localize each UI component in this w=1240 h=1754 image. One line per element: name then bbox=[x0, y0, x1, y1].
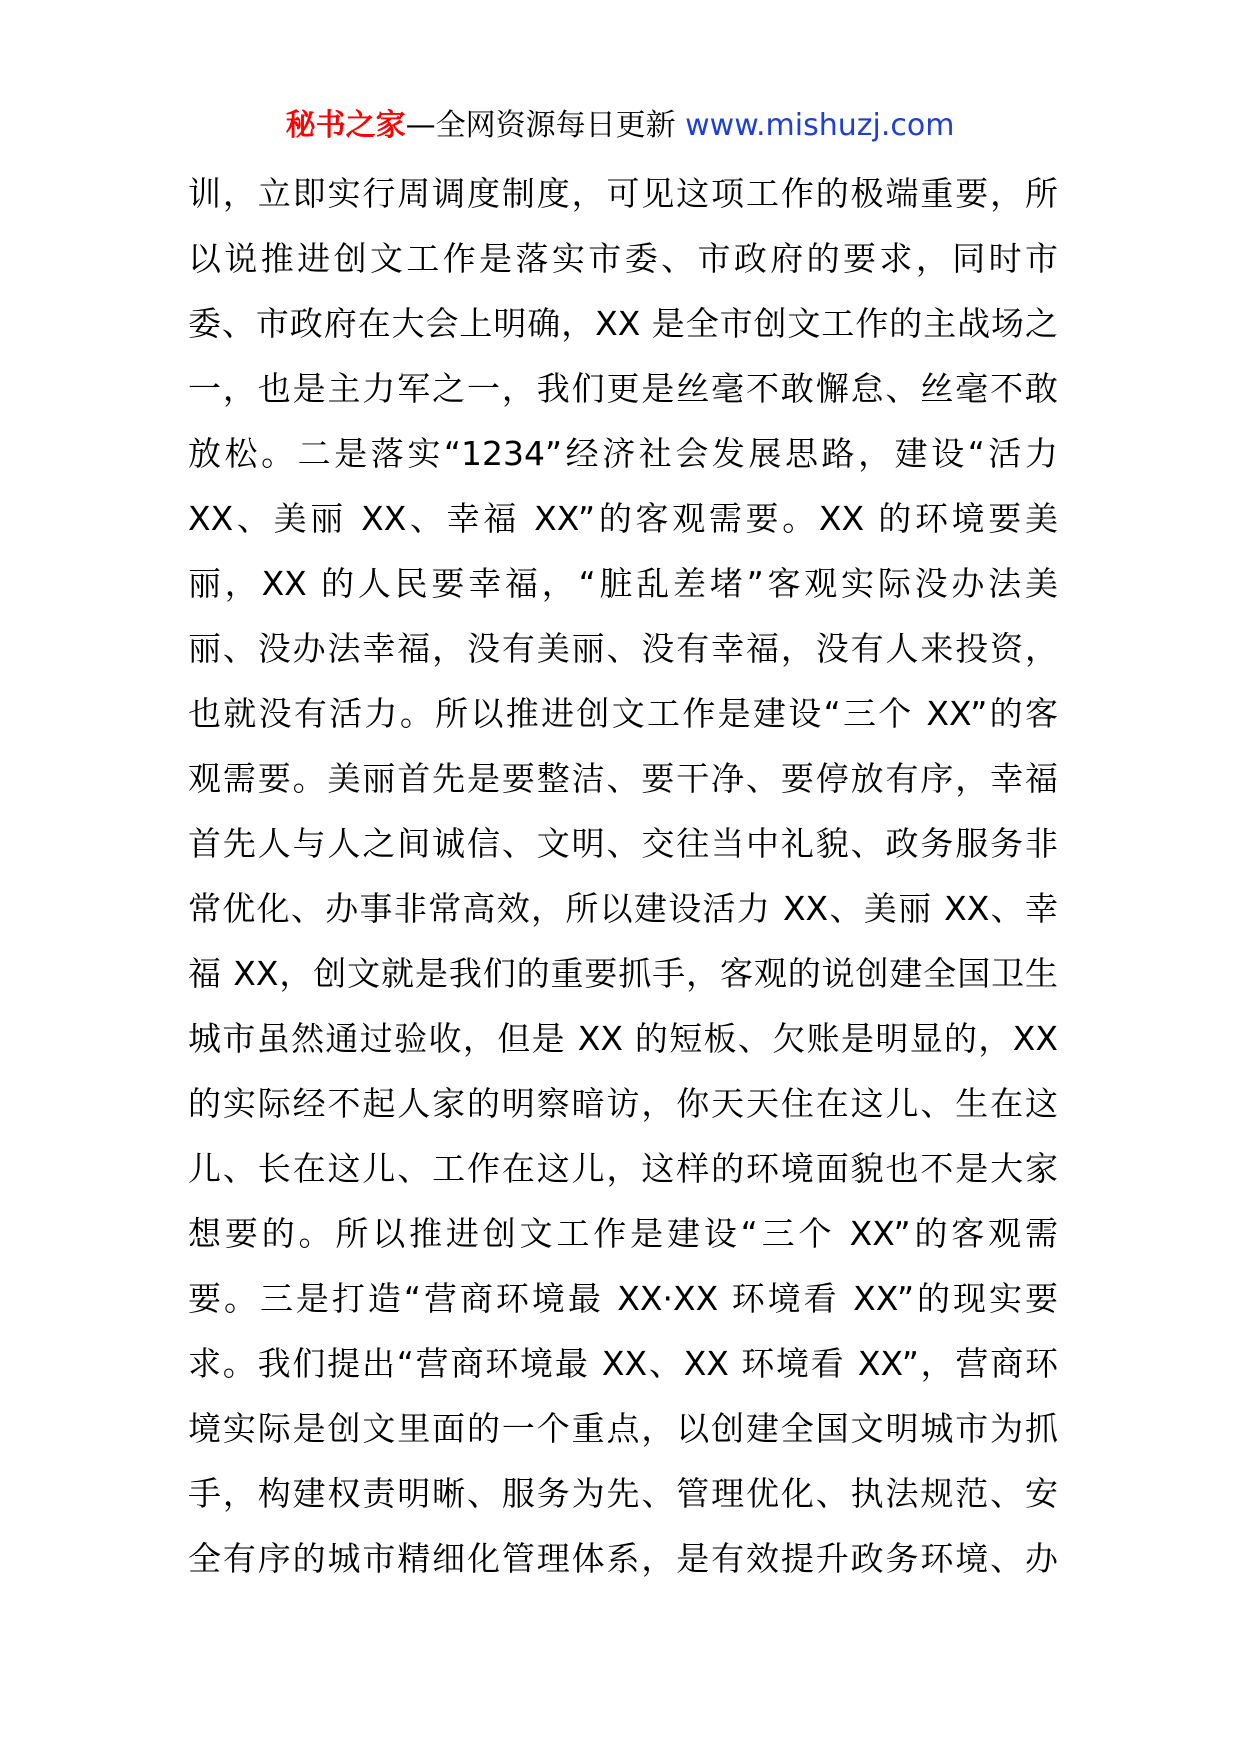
body-text bbox=[188, 161, 1058, 1591]
text-line: 境实际是创文里面的一个重点，以创建全国文明城市为抓 bbox=[188, 1409, 1058, 1448]
text-line: 丽，XX 的人民要幸福，“脏乱差堵”客观实际没办法美 bbox=[188, 564, 1058, 603]
text-line: 放松。二是落实“1234”经济社会发展思路，建设“活力 bbox=[188, 434, 1058, 473]
text-line: 观需要。美丽首先是要整洁、要干净、要停放有序，幸福 bbox=[188, 759, 1058, 798]
text-line: 手，构建权责明晰、服务为先、管理优化、执法规范、安 bbox=[188, 1474, 1058, 1513]
text-line: 儿、长在这儿、工作在这儿，这样的环境面貌也不是大家 bbox=[188, 1149, 1058, 1188]
text-line: 以说推进创文工作是落实市委、市政府的要求，同时市 bbox=[188, 239, 1058, 278]
text-line: 丽、没办法幸福，没有美丽、没有幸福，没有人来投资， bbox=[188, 629, 1058, 668]
website-url[interactable]: www.mishuzj.com bbox=[685, 108, 955, 143]
page-header bbox=[0, 104, 1240, 148]
brand-name: 秘书之家 bbox=[285, 108, 406, 143]
text-line: 城市虽然通过验收，但是 XX 的短板、欠账是明显的，XX bbox=[188, 1019, 1058, 1058]
header-slogan: —全网资源每日更新 bbox=[405, 108, 676, 143]
text-line: 委、市政府在大会上明确，XX 是全市创文工作的主战场之 bbox=[188, 304, 1058, 343]
text-line: 要。三是打造“营商环境最 XX·XX 环境看 XX”的现实要 bbox=[188, 1279, 1058, 1318]
text-line: 首先人与人之间诚信、文明、交往当中礼貌、政务服务非 bbox=[188, 824, 1058, 863]
text-line: 福 XX，创文就是我们的重要抓手，客观的说创建全国卫生 bbox=[188, 954, 1058, 993]
text-line: 想要的。所以推进创文工作是建设“三个 XX”的客观需 bbox=[188, 1214, 1058, 1253]
text-line: XX、美丽 XX、幸福 XX”的客观需要。XX 的环境要美 bbox=[188, 499, 1058, 538]
text-line: 全有序的城市精细化管理体系，是有效提升政务环境、办 bbox=[188, 1539, 1058, 1578]
text-line: 一，也是主力军之一，我们更是丝毫不敢懈怠、丝毫不敢 bbox=[188, 369, 1058, 408]
text-line: 也就没有活力。所以推进创文工作是建设“三个 XX”的客 bbox=[188, 694, 1058, 733]
text-line: 的实际经不起人家的明察暗访，你天天住在这儿、生在这 bbox=[188, 1084, 1058, 1123]
text-line: 求。我们提出“营商环境最 XX、XX 环境看 XX”，营商环 bbox=[188, 1344, 1058, 1383]
text-line: 训，立即实行周调度制度，可见这项工作的极端重要，所 bbox=[188, 174, 1058, 213]
text-line: 常优化、办事非常高效，所以建设活力 XX、美丽 XX、幸 bbox=[188, 889, 1058, 928]
